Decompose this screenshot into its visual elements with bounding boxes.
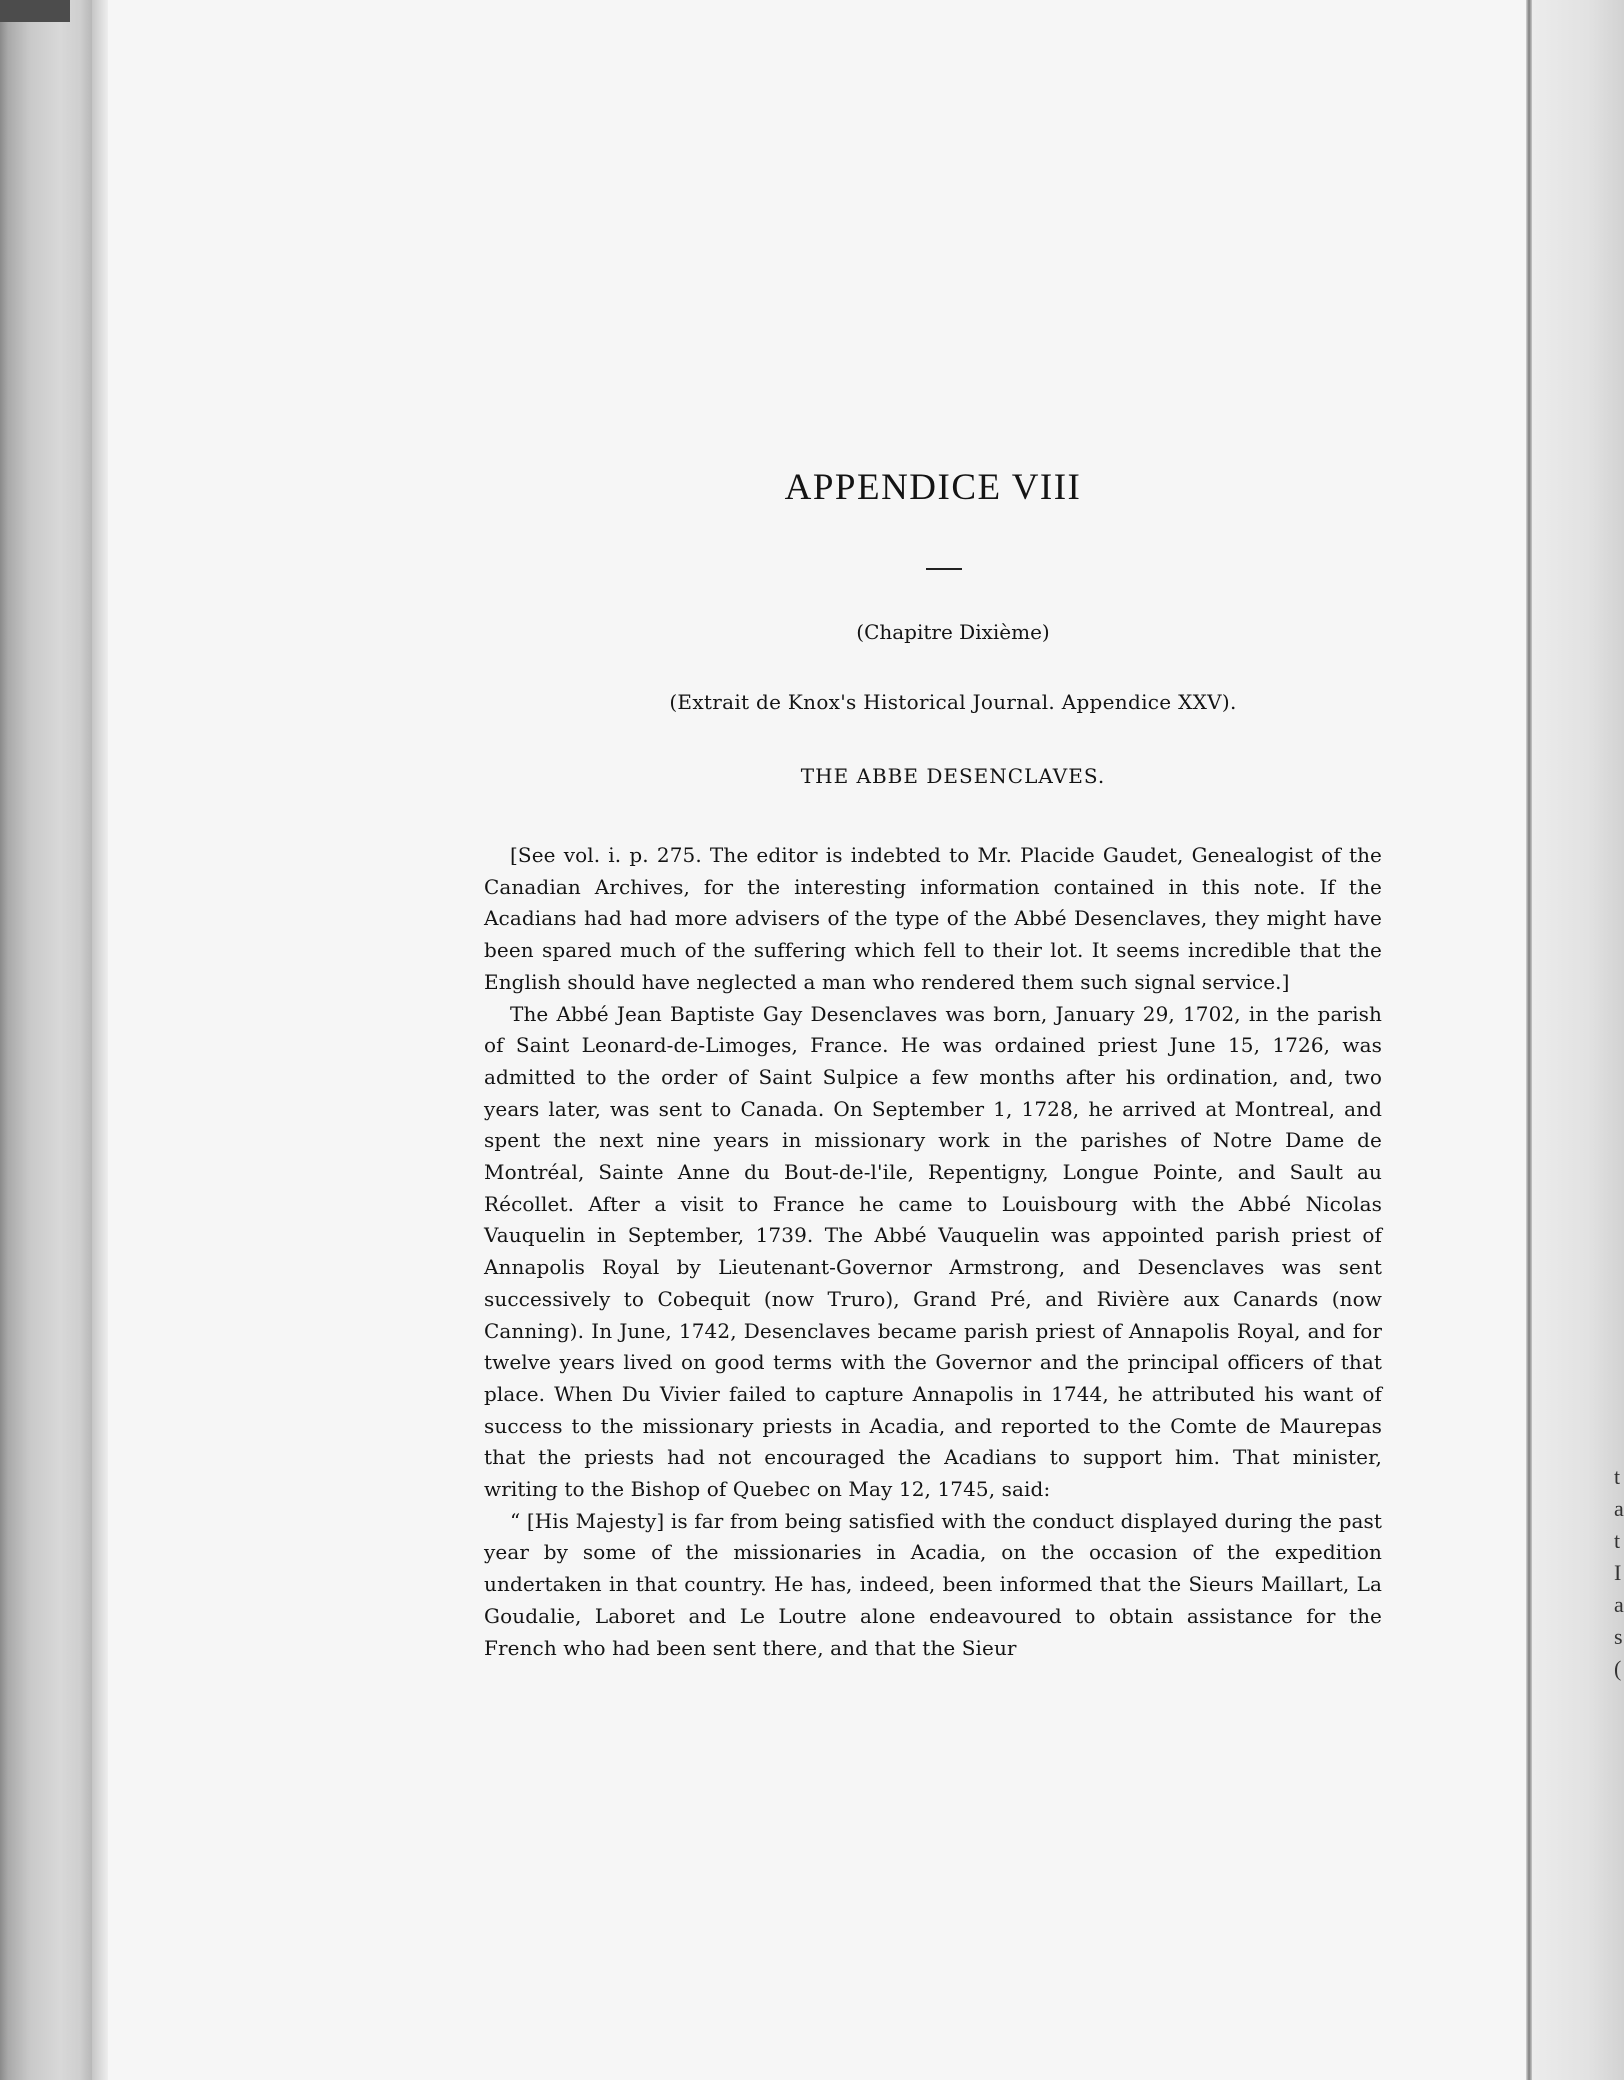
editor-note-paragraph: [See vol. i. p. 275. The editor is indebted to Mr. Placide Gaudet, Genealogist of the Canadian Archives, for the interesting information contained in this note. If the Acadians had had more advisers of the type of the Abbé Desenclaves, they might have been spared much of the suffering which fell to their lot. It seems incredible that the English should have neglected a man who rendered them such signal service.] <box>484 843 1382 994</box>
adjacent-page-fragment: a <box>1614 1592 1624 1617</box>
appendix-title: APPENDICE VIII <box>784 467 1082 508</box>
section-heading: THE ABBE DESENCLAVES. <box>800 764 1106 788</box>
adjacent-page-fragment: s <box>1614 1624 1623 1649</box>
adjacent-page-edge <box>1532 0 1624 2080</box>
scan-corner-mark <box>0 0 70 22</box>
quotation-paragraph: “ [His Majesty] is far from being satisfied with the conduct displayed during the past year by some of the missionaries in Acadia, on the occasion of the expedition undertaken in that country. He has, indeed, been informed that the Sieurs Maillart, La Goudalie, Laboret and Le Loutre alone endeavoured to obtain assistance for the French who had been sent there, and that the Sieur <box>484 1508 1382 1660</box>
body-text <box>484 840 1382 1664</box>
adjacent-page-fragment: I <box>1614 1560 1622 1585</box>
adjacent-page-fragment: a <box>1614 1496 1624 1521</box>
scan-left-edge <box>0 0 92 2080</box>
biography-paragraph: The Abbé Jean Baptiste Gay Desenclaves was born, January 29, 1702, in the parish of Saint Leonard-de-Limoges, France. He was ordained priest June 15, 1726, was admitted to the order of Saint Sulpice a few months after his ordination, and, two years later, was sent to Canada. On September 1, 1728, he arrived at Montreal, and spent the next nine years in missionary work in the parishes of Notre Dame de Montréal, Sainte Anne du Bout-de-l'ile, Repentigny, Longue Pointe, and Sault au Récollet. After a visit to France he came to Louisbourg with the Abbé Nicolas Vauquelin in September, 1739. The Abbé Vauquelin was appointed parish priest of Annapolis Royal by Lieutenant-Governor Armstrong, and Desenclaves was sent successively to Cobequit (now Truro), Grand Pré, and Rivière aux Canards (now Canning). In June, 1742, Desenclaves became parish priest of Annapolis Royal, and for twelve years lived on good terms with the Governor and the principal officers of that place. When Du Vivier failed to capture Annapolis in 1744, he attributed his want of success to the missionary priests in Acadia, and reported to the Comte de Maurepas that the priests had not encouraged the Acadians to support him. That minister, writing to the Bishop of Quebec on May 12, 1745, said: <box>484 1001 1382 1502</box>
title-rule <box>926 568 962 570</box>
adjacent-page-fragment: t <box>1614 1528 1621 1553</box>
adjacent-page-fragment: t <box>1614 1464 1621 1489</box>
chapter-subtitle: (Chapitre Dixième) <box>856 620 1050 644</box>
adjacent-page-fragment: ( <box>1614 1656 1622 1681</box>
scan-binding-shadow <box>92 0 108 2080</box>
source-note: (Extrait de Knox's Historical Journal. Appendice XXV). <box>669 690 1237 714</box>
